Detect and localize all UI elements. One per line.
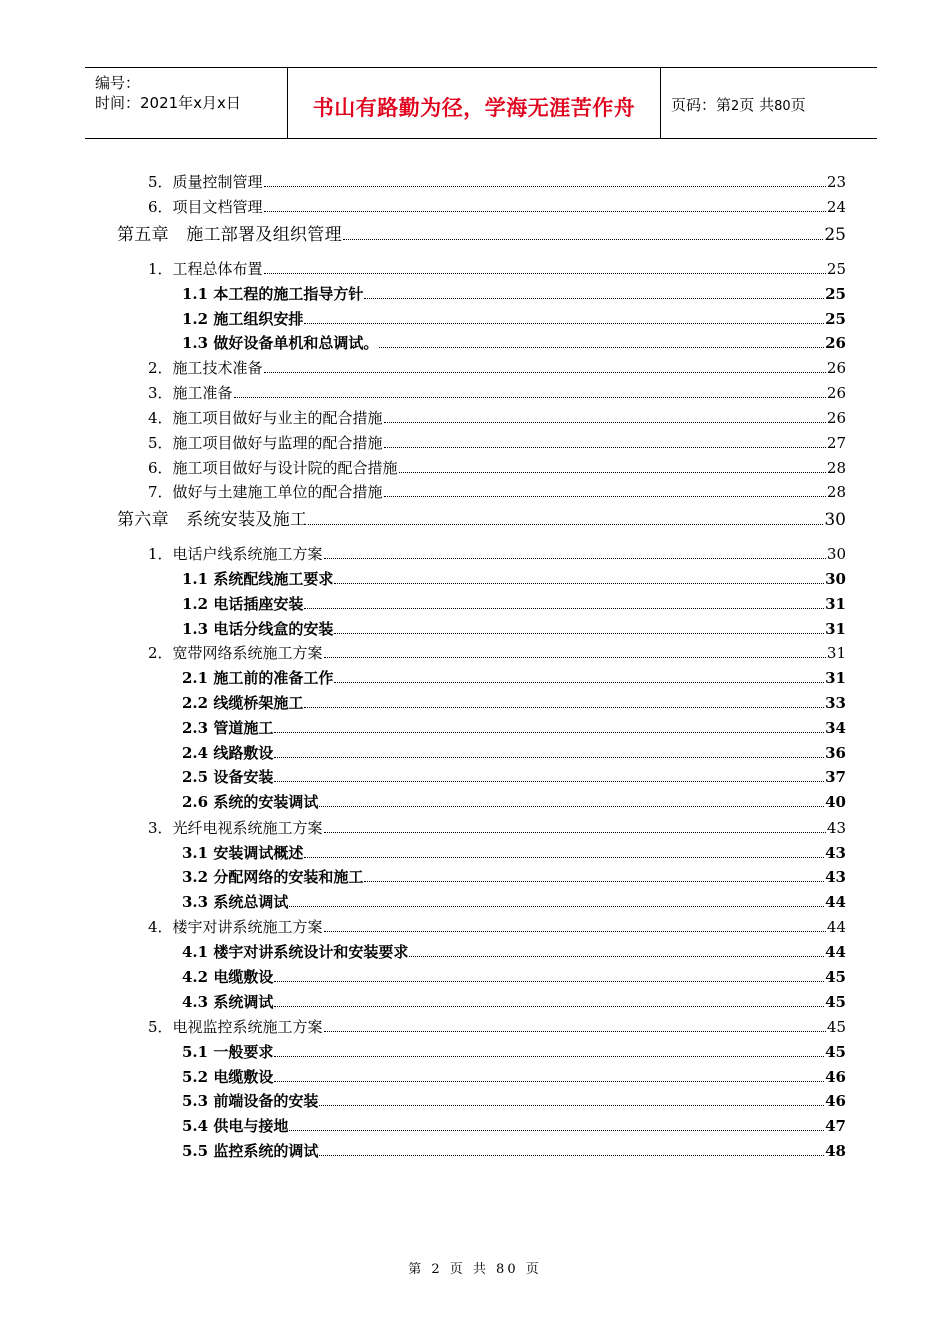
toc-entry-page: 45 bbox=[825, 993, 846, 1011]
page-header bbox=[85, 67, 877, 139]
toc-subentry[interactable] bbox=[182, 593, 846, 614]
toc-leader-dots bbox=[364, 298, 824, 299]
toc-entry-page: 28 bbox=[826, 459, 846, 477]
toc-subentry-title: 5.3 前端设备的安装 bbox=[182, 1092, 319, 1110]
toc-entry-page: 45 bbox=[825, 968, 846, 986]
page-suffix: 页 bbox=[790, 96, 806, 114]
page-footer: 第 2 页 共 80 页 bbox=[408, 1262, 542, 1277]
toc-subentry-title: 1.1 系统配线施工要求 bbox=[182, 570, 334, 588]
document-time-label: 时间：2021年x月x日 bbox=[95, 94, 241, 112]
toc-subentry[interactable] bbox=[182, 1140, 846, 1161]
toc-leader-dots bbox=[334, 633, 824, 634]
toc-leader-dots bbox=[384, 422, 826, 423]
toc-entry-page: 25 bbox=[826, 260, 846, 278]
toc-entry-page: 31 bbox=[825, 669, 846, 687]
toc-entry-page: 25 bbox=[824, 225, 846, 245]
toc-subentry-title: 1.2 施工组织安排 bbox=[182, 310, 304, 328]
toc-subentry[interactable] bbox=[182, 866, 846, 887]
toc-entry-page: 27 bbox=[826, 434, 846, 452]
toc-leader-dots bbox=[274, 1006, 824, 1007]
toc-chapter-entry[interactable] bbox=[117, 505, 846, 530]
toc-entry-page: 45 bbox=[826, 1018, 846, 1036]
toc-entry[interactable] bbox=[148, 642, 846, 663]
toc-entry[interactable] bbox=[148, 817, 846, 838]
toc-leader-dots bbox=[304, 608, 824, 609]
toc-leader-dots bbox=[324, 931, 826, 932]
toc-entry-page: 26 bbox=[825, 334, 846, 352]
toc-subentry-title: 4.1 楼宇对讲系统设计和安装要求 bbox=[182, 943, 409, 961]
toc-subentry[interactable] bbox=[182, 791, 846, 812]
toc-entry-page: 37 bbox=[825, 768, 846, 786]
toc-leader-dots bbox=[364, 881, 824, 882]
toc-subentry[interactable] bbox=[182, 766, 846, 787]
toc-chapter-title: 第六章 系统安装及施工 bbox=[117, 510, 308, 530]
toc-subentry[interactable] bbox=[182, 991, 846, 1012]
toc-leader-dots bbox=[308, 524, 823, 525]
toc-entry[interactable] bbox=[148, 357, 846, 378]
toc-entry-page: 31 bbox=[825, 620, 846, 638]
toc-subentry-title: 1.3 做好设备单机和总调试。 bbox=[182, 334, 379, 352]
toc-leader-dots bbox=[334, 583, 824, 584]
toc-entry-title: 1．电话户线系统施工方案 bbox=[148, 545, 323, 563]
toc-subentry[interactable] bbox=[182, 891, 846, 912]
toc-subentry-title: 4.3 系统调试 bbox=[182, 993, 274, 1011]
toc-entry-page: 43 bbox=[825, 844, 846, 862]
toc-entry-title: 1．工程总体布置 bbox=[148, 260, 263, 278]
toc-leader-dots bbox=[409, 956, 824, 957]
toc-subentry[interactable] bbox=[182, 283, 846, 304]
page-total: 80 bbox=[774, 99, 791, 114]
toc-entry-page: 46 bbox=[825, 1092, 846, 1110]
toc-entry-page: 26 bbox=[826, 409, 846, 427]
page-current: 2 bbox=[731, 99, 740, 114]
toc-entry-page: 40 bbox=[825, 793, 846, 811]
toc-entry-page: 31 bbox=[825, 595, 846, 613]
toc-entry-page: 31 bbox=[826, 644, 846, 662]
document-number-label: 编号： bbox=[95, 74, 141, 92]
toc-entry-page: 28 bbox=[826, 483, 846, 501]
toc-subentry-title: 5.2 电缆敷设 bbox=[182, 1068, 274, 1086]
toc-leader-dots bbox=[304, 707, 824, 708]
toc-entry[interactable] bbox=[148, 916, 846, 937]
toc-subentry[interactable] bbox=[182, 308, 846, 329]
page-mid: 页 共 bbox=[739, 96, 775, 114]
toc-subentry-title: 2.5 设备安装 bbox=[182, 768, 274, 786]
toc-subentry-title: 2.4 线路敷设 bbox=[182, 744, 274, 762]
toc-subentry-title: 2.3 管道施工 bbox=[182, 719, 274, 737]
toc-entry-page: 30 bbox=[825, 570, 846, 588]
toc-leader-dots bbox=[304, 857, 824, 858]
toc-entry[interactable] bbox=[148, 457, 846, 478]
toc-entry-page: 46 bbox=[825, 1068, 846, 1086]
toc-entry-page: 48 bbox=[825, 1142, 846, 1160]
toc-entry-page: 23 bbox=[826, 173, 846, 191]
toc-entry[interactable] bbox=[148, 382, 846, 403]
toc-subentry-title: 4.2 电缆敷设 bbox=[182, 968, 274, 986]
toc-leader-dots bbox=[334, 682, 824, 683]
toc-entry-page: 30 bbox=[824, 510, 846, 530]
toc-entry-title: 7．做好与土建施工单位的配合措施 bbox=[148, 483, 383, 501]
toc-leader-dots bbox=[274, 781, 824, 782]
toc-leader-dots bbox=[324, 558, 826, 559]
toc-subentry-title: 5.4 供电与接地 bbox=[182, 1117, 289, 1135]
toc-entry-page: 30 bbox=[826, 545, 846, 563]
toc-leader-dots bbox=[384, 496, 826, 497]
toc-entry-page: 36 bbox=[825, 744, 846, 762]
toc-leader-dots bbox=[234, 397, 826, 398]
toc-entry-page: 24 bbox=[826, 198, 846, 216]
toc-subentry[interactable] bbox=[182, 1115, 846, 1136]
toc-entry-title: 3．施工准备 bbox=[148, 384, 233, 402]
header-motto: 书山有路勤为径，学海无涯苦作舟 bbox=[312, 96, 636, 120]
toc-subentry-title: 2.1 施工前的准备工作 bbox=[182, 669, 334, 687]
toc-entry-page: 44 bbox=[825, 893, 846, 911]
page-prefix: 页码：第 bbox=[671, 96, 732, 114]
toc-subentry-title: 3.1 安装调试概述 bbox=[182, 844, 304, 862]
toc-entry[interactable] bbox=[148, 407, 846, 428]
toc-leader-dots bbox=[324, 832, 826, 833]
toc-entry-title: 3．光纤电视系统施工方案 bbox=[148, 819, 323, 837]
toc-entry-title: 5．电视监控系统施工方案 bbox=[148, 1018, 323, 1036]
toc-entry-page: 26 bbox=[826, 359, 846, 377]
toc-entry-title: 4．楼宇对讲系统施工方案 bbox=[148, 918, 323, 936]
header-page-cell bbox=[661, 68, 877, 138]
toc-entry[interactable] bbox=[148, 258, 846, 279]
toc-leader-dots bbox=[289, 906, 824, 907]
toc-entry-title: 2．宽带网络系统施工方案 bbox=[148, 644, 323, 662]
toc-subentry-title: 1.2 电话插座安装 bbox=[182, 595, 304, 613]
toc-leader-dots bbox=[289, 1130, 824, 1131]
toc-subentry[interactable] bbox=[182, 842, 846, 863]
toc-subentry-title: 5.5 监控系统的调试 bbox=[182, 1142, 319, 1160]
toc-entry[interactable] bbox=[148, 481, 846, 502]
toc-subentry-title: 1.3 电话分线盒的安装 bbox=[182, 620, 334, 638]
toc-entry-page: 43 bbox=[826, 819, 846, 837]
toc-entry[interactable] bbox=[148, 171, 846, 192]
toc-entry-page: 43 bbox=[825, 868, 846, 886]
header-motto-cell bbox=[288, 68, 661, 138]
toc-entry-page: 45 bbox=[825, 1043, 846, 1061]
header-page-number bbox=[671, 94, 806, 115]
toc-leader-dots bbox=[319, 1105, 824, 1106]
toc-entry-title: 2．施工技术准备 bbox=[148, 359, 263, 377]
toc-subentry[interactable] bbox=[182, 618, 846, 639]
toc-entry-title: 4．施工项目做好与业主的配合措施 bbox=[148, 409, 383, 427]
toc-subentry-title: 5.1 一般要求 bbox=[182, 1043, 274, 1061]
toc-subentry[interactable] bbox=[182, 568, 846, 589]
toc-entry-page: 33 bbox=[825, 694, 846, 712]
toc-entry-title: 6．项目文档管理 bbox=[148, 198, 263, 216]
toc-leader-dots bbox=[274, 732, 824, 733]
toc-subentry[interactable] bbox=[182, 1090, 846, 1111]
toc-leader-dots bbox=[274, 1081, 824, 1082]
toc-entry[interactable] bbox=[148, 196, 846, 217]
toc-leader-dots bbox=[264, 372, 826, 373]
toc-leader-dots bbox=[274, 981, 824, 982]
toc-subentry-title: 3.2 分配网络的安装和施工 bbox=[182, 868, 364, 886]
toc-subentry[interactable] bbox=[182, 966, 846, 987]
toc-leader-dots bbox=[399, 472, 826, 473]
toc-leader-dots bbox=[324, 1031, 826, 1032]
toc-entry-page: 44 bbox=[825, 943, 846, 961]
toc-entry-page: 25 bbox=[825, 310, 846, 328]
toc-subentry[interactable] bbox=[182, 332, 846, 353]
toc-chapter-entry[interactable] bbox=[117, 220, 846, 245]
toc-entry-page: 47 bbox=[825, 1117, 846, 1135]
toc-chapter-title: 第五章 施工部署及组织管理 bbox=[117, 225, 342, 245]
toc-subentry[interactable] bbox=[182, 667, 846, 688]
toc-leader-dots bbox=[274, 1056, 824, 1057]
toc-leader-dots bbox=[264, 273, 826, 274]
toc-subentry-title: 3.3 系统总调试 bbox=[182, 893, 289, 911]
toc-entry-title: 6．施工项目做好与设计院的配合措施 bbox=[148, 459, 398, 477]
toc-leader-dots bbox=[384, 447, 826, 448]
toc-entry-page: 26 bbox=[826, 384, 846, 402]
toc-subentry[interactable] bbox=[182, 1041, 846, 1062]
toc-leader-dots bbox=[264, 186, 826, 187]
toc-entry-page: 34 bbox=[825, 719, 846, 737]
toc-subentry[interactable] bbox=[182, 742, 846, 763]
toc-entry[interactable] bbox=[148, 543, 846, 564]
toc-subentry[interactable] bbox=[182, 941, 846, 962]
toc-entry[interactable] bbox=[148, 432, 846, 453]
toc-subentry[interactable] bbox=[182, 717, 846, 738]
toc-subentry[interactable] bbox=[182, 692, 846, 713]
toc-leader-dots bbox=[274, 757, 824, 758]
toc-subentry-title: 2.2 线缆桥架施工 bbox=[182, 694, 304, 712]
toc-leader-dots bbox=[343, 239, 823, 240]
toc-entry[interactable] bbox=[148, 1016, 846, 1037]
toc-leader-dots bbox=[379, 347, 824, 348]
toc-entry-page: 25 bbox=[825, 285, 846, 303]
toc-subentry[interactable] bbox=[182, 1066, 846, 1087]
toc-leader-dots bbox=[304, 323, 824, 324]
toc-entry-page: 44 bbox=[826, 918, 846, 936]
toc-leader-dots bbox=[319, 806, 824, 807]
toc-leader-dots bbox=[264, 211, 826, 212]
header-info-cell bbox=[85, 68, 288, 138]
toc-subentry-title: 1.1 本工程的施工指导方针 bbox=[182, 285, 364, 303]
toc-entry-title: 5．施工项目做好与监理的配合措施 bbox=[148, 434, 383, 452]
toc-leader-dots bbox=[324, 657, 826, 658]
toc-leader-dots bbox=[319, 1155, 824, 1156]
toc-subentry-title: 2.6 系统的安装调试 bbox=[182, 793, 319, 811]
toc-entry-title: 5．质量控制管理 bbox=[148, 173, 263, 191]
